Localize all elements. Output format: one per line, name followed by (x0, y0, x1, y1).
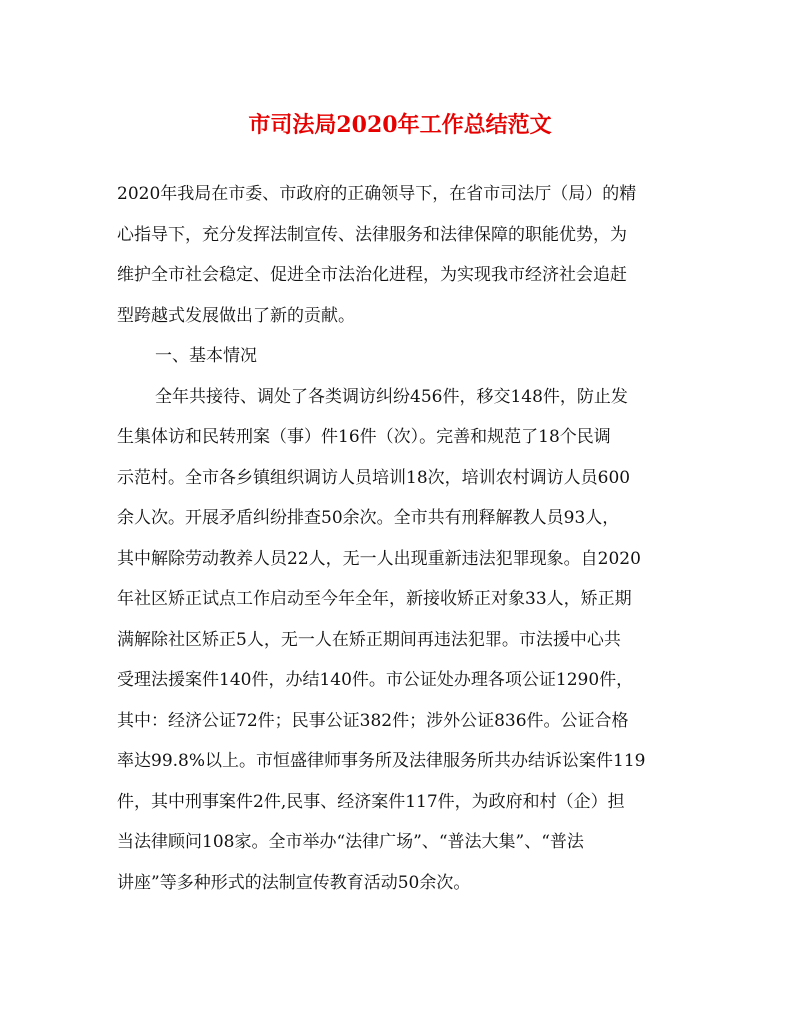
line-text: 生集体访和民转刑案（事）件16件（次）。完善和规范了18个民调 (117, 427, 611, 447)
line-text: 全年共接待、调处了各类调访纠纷456件，移交148件，防止发 (155, 387, 628, 407)
line-text: 当法律顾问108家。全市举办“法律广场”、“普法大集”、“普法 (117, 832, 584, 852)
line-text: 维护全市社会稳定、促进全市法治化进程，为实现我市经济社会追赶 (117, 265, 627, 285)
line-text: 型跨越式发展做出了新的贡献。 (117, 306, 355, 326)
paragraph-line (0, 258, 800, 292)
paragraph-line (0, 420, 800, 454)
paragraph-line (0, 704, 800, 738)
line-text: 示范村。全市各乡镇组织调访人员培训18次，培训农村调访人员600 (117, 468, 631, 488)
line-text: 满解除社区矫正5人，无一人在矫正期间再违法犯罪。市法援中心共 (117, 630, 621, 650)
line-text: 讲座”等多种形式的法制宣传教育活动50余次。 (117, 873, 471, 893)
line-text: 件，其中刑事案件2件,民事、经济案件117件，为政府和村（企）担 (117, 792, 625, 812)
line-text: 心指导下，充分发挥法制宣传、法律服务和法律保障的职能优势，为 (117, 225, 627, 245)
document-title: 市司法局2020年工作总结范文 (248, 112, 552, 138)
paragraph-line (0, 542, 800, 576)
paragraph-line (0, 866, 800, 900)
paragraph-line (0, 825, 800, 859)
paragraph-line (0, 744, 800, 778)
paragraph-line (0, 501, 800, 535)
line-text: 率达99.8%以上。市恒盛律师事务所及法律服务所共办结诉讼案件119 (117, 751, 646, 771)
paragraph-line (0, 380, 800, 414)
section-heading-text: 一、基本情况 (155, 346, 257, 366)
paragraph-line (0, 218, 800, 252)
paragraph-line (0, 461, 800, 495)
paragraph-line (0, 623, 800, 657)
line-text: 年社区矫正试点工作启动至今年全年，新接收矫正对象33人，矫正期 (117, 589, 632, 609)
line-text: 其中解除劳动教养人员22人，无一人出现重新违法犯罪现象。自2020 (117, 549, 641, 569)
section-heading (0, 339, 800, 373)
line-text: 2020年我局在市委、市政府的正确领导下，在省市司法厅（局）的精 (117, 184, 637, 204)
paragraph-line (0, 663, 800, 697)
line-text: 受理法援案件140件，办结140件。市公证处办理各项公证1290件， (117, 670, 634, 690)
paragraph-line (0, 299, 800, 333)
paragraph-line (0, 582, 800, 616)
line-text: 余人次。开展矛盾纠纷排查50余次。全市共有刑释解教人员93人， (117, 508, 620, 528)
paragraph-line (0, 177, 800, 211)
paragraph-line (0, 785, 800, 819)
line-text: 其中：经济公证72件；民事公证382件；涉外公证836件。公证合格 (117, 711, 629, 731)
